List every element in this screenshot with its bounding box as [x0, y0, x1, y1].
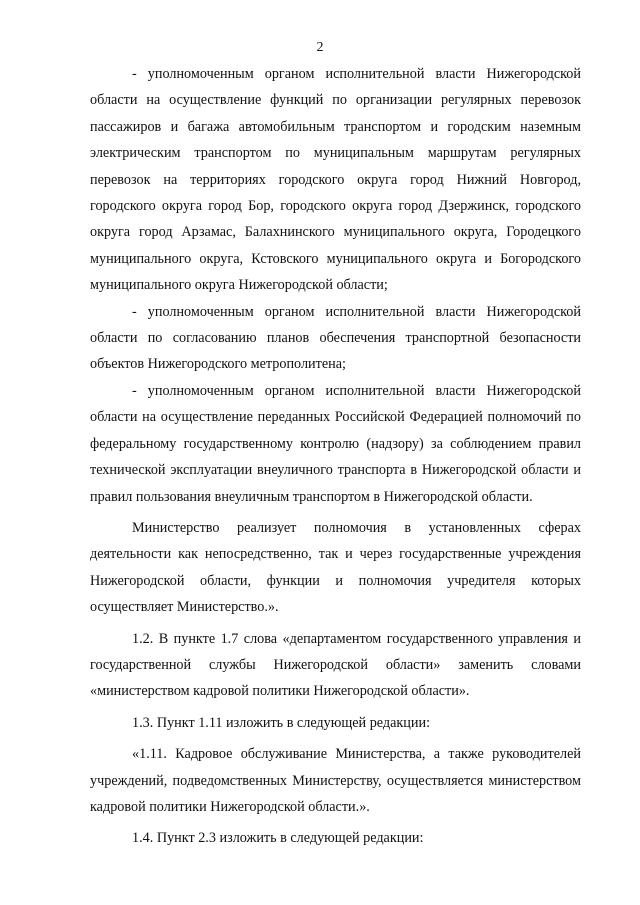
paragraph-item-1-4: 1.4. Пункт 2.3 изложить в следующей редакции:	[132, 830, 424, 847]
paragraph-quote-1-11: «1.11. Кадровое обслуживание Министерства, а также руководителей учреждений, подведомственных Министерству, осуществляется министерством кадровой политики Нижегородской области.».	[90, 746, 581, 815]
document-body	[90, 61, 581, 852]
paragraph-item-1-2: 1.2. В пункте 1.7 слова «департаментом государственного управления и государственной службы Нижегородской области» заменить словами «министерством кадровой политики Нижегородской области».	[90, 630, 581, 700]
paragraph-ministry-powers: Министерство реализует полномочия в установленных сферах деятельности как непосредственно, так и через государственные учреждения Нижегородской области, функции и полномочия учредителя которых осуществляет Министерство.».	[90, 519, 581, 616]
paragraph-transport-authority: - уполномоченным органом исполнительной власти Нижегородской области на осуществление функций по организации регулярных перевозок пассажиров и багажа автомобильным транспортом и городским наземным электрическим транспортом по муниципальным маршрутам регулярных перевозок на территориях городского округа город Нижний Новгород, городского округа город Бор, городского округа город Дзержинск, городского округа город Арзамас, Балахнинского муниципального округа, Городецкого муниципального округа, Кстовского муниципального округа и Богородского муниципального округа Нижегородской области;	[90, 66, 581, 294]
paragraph-item-1-3: 1.3. Пункт 1.11 изложить в следующей редакции:	[132, 714, 431, 731]
page-number: 2	[316, 40, 324, 55]
paragraph-metro-security: - уполномоченным органом исполнительной власти Нижегородской области по согласованию планов обеспечения транспортной безопасности объектов Нижегородского метрополитена;	[90, 303, 581, 373]
paragraph-federal-control: - уполномоченным органом исполнительной власти Нижегородской области на осуществление переданных Российской Федерацией полномочий по федеральному государственному контролю (надзору) за соблюдением правил технической эксплуатации внеуличного транспорта в Нижегородской области и правил пользования внеуличным транспортом в Нижегородской области.	[90, 382, 581, 505]
